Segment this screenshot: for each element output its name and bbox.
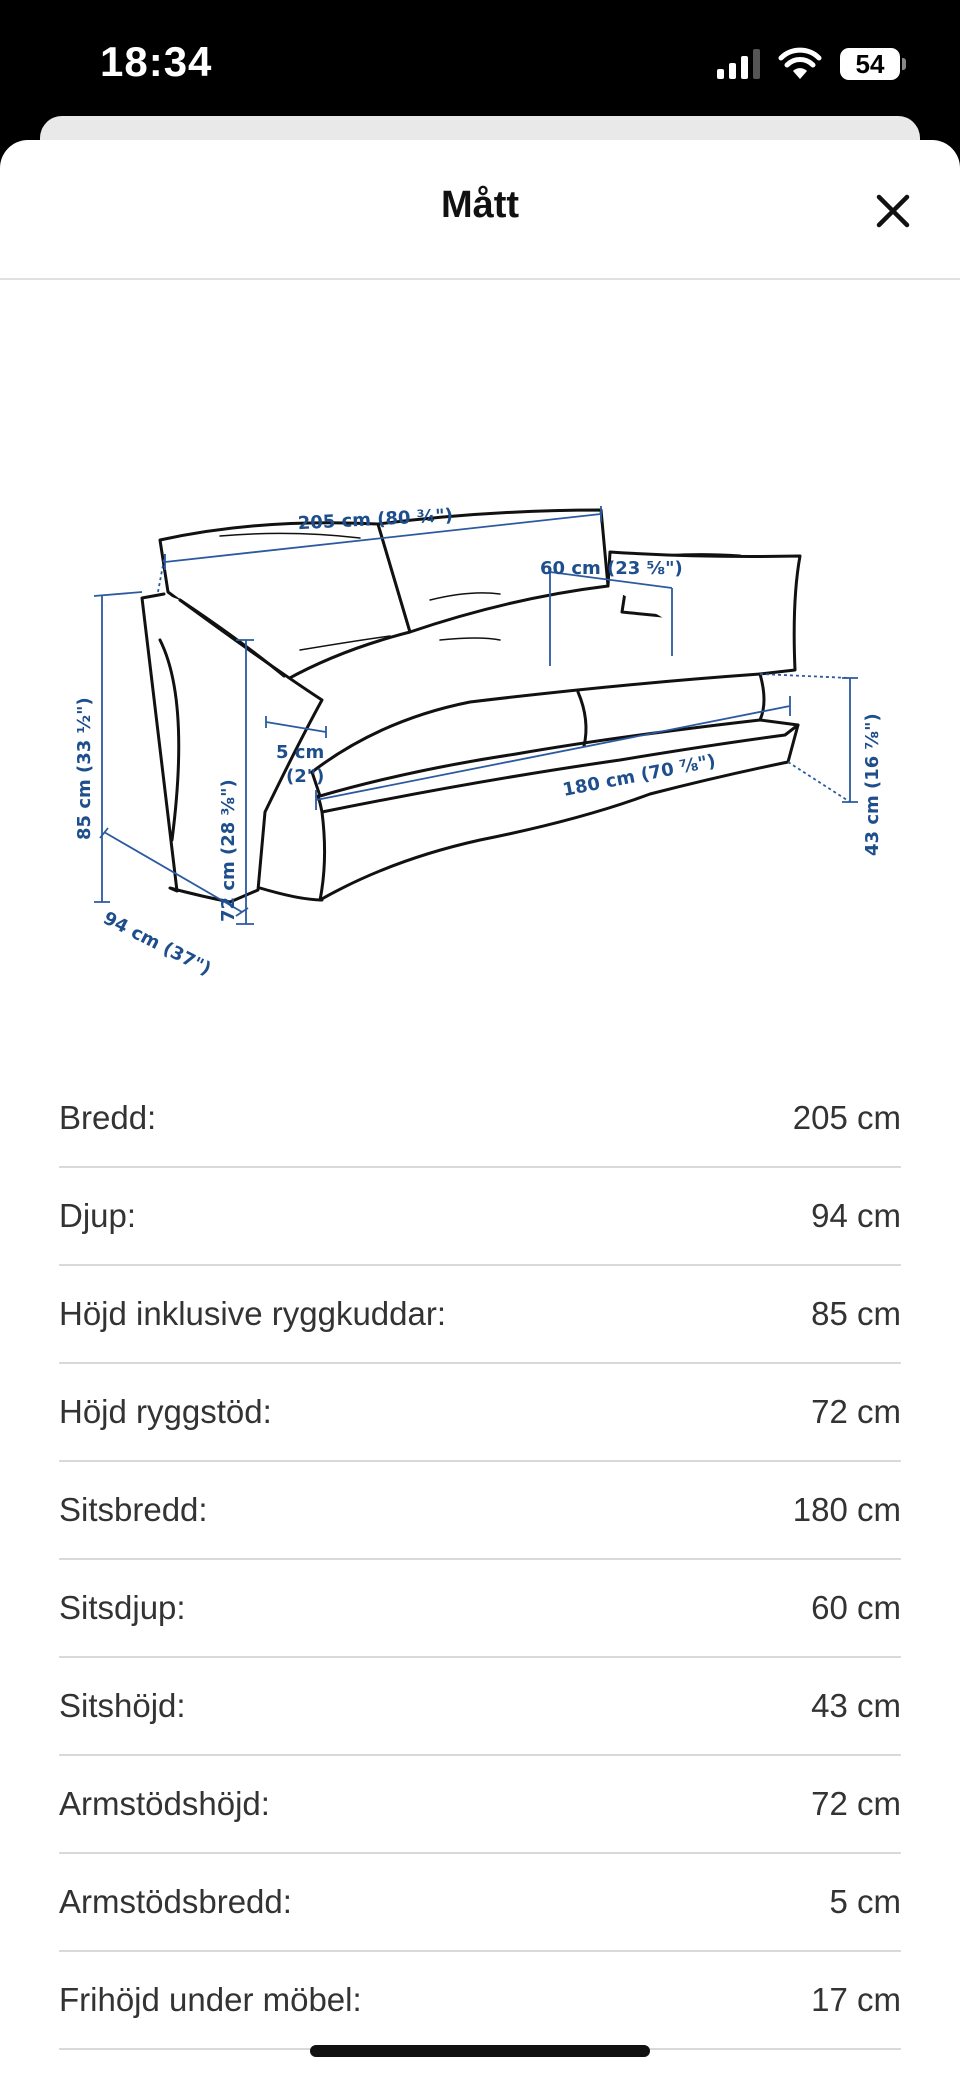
spec-value: 5 cm bbox=[829, 1883, 901, 1920]
spec-label: Armstödshöjd: bbox=[59, 1785, 270, 1822]
spec-row-floor-clearance bbox=[59, 1952, 901, 2050]
dimension-spec-list bbox=[59, 1070, 901, 2050]
spec-value: 205 cm bbox=[792, 1099, 901, 1136]
spec-row-seat-depth bbox=[59, 1560, 901, 1658]
spec-value: 72 cm bbox=[811, 1785, 901, 1822]
spec-value: 60 cm bbox=[811, 1589, 901, 1626]
home-indicator[interactable] bbox=[310, 2045, 650, 2057]
label-arm-width-in: (2") bbox=[286, 766, 325, 787]
sofa-dimension-diagram bbox=[60, 340, 900, 980]
spec-value: 94 cm bbox=[811, 1197, 901, 1234]
status-icons bbox=[717, 44, 900, 84]
spec-label: Armstödsbredd: bbox=[59, 1883, 292, 1920]
battery-icon: 54 bbox=[840, 48, 900, 80]
sofa-drawing bbox=[142, 510, 800, 902]
label-seat-height: 43 cm (16 ⅞") bbox=[862, 713, 883, 856]
spec-label: Sitsdjup: bbox=[59, 1589, 186, 1626]
spec-row-back-height bbox=[59, 1364, 901, 1462]
spec-label: Frihöjd under möbel: bbox=[59, 1981, 362, 2018]
spec-row-armrest-width bbox=[59, 1854, 901, 1952]
label-seat-width: 180 cm (70 ⅞") bbox=[560, 750, 718, 801]
sheet-header bbox=[0, 140, 960, 280]
label-height: 85 cm (33 ½") bbox=[74, 697, 95, 840]
spec-value: 72 cm bbox=[811, 1393, 901, 1430]
wifi-icon bbox=[778, 47, 822, 81]
label-seat-depth: 60 cm (23 ⅝") bbox=[540, 558, 683, 579]
spec-row-depth bbox=[59, 1168, 901, 1266]
sheet-title: Mått bbox=[440, 184, 520, 226]
close-button[interactable] bbox=[866, 184, 920, 238]
status-time: 18:34 bbox=[100, 38, 213, 85]
spec-row-seat-height bbox=[59, 1658, 901, 1756]
spec-row-armrest-height bbox=[59, 1756, 901, 1854]
close-icon bbox=[875, 193, 911, 229]
spec-value: 17 cm bbox=[811, 1981, 901, 2018]
cellular-signal-icon bbox=[717, 49, 760, 79]
spec-label: Höjd inklusive ryggkuddar: bbox=[59, 1295, 447, 1332]
spec-value: 85 cm bbox=[811, 1295, 901, 1332]
label-back-height: 72 cm (28 ⅜") bbox=[218, 779, 239, 922]
dimensions-sheet bbox=[0, 140, 960, 2078]
spec-label: Sitsbredd: bbox=[59, 1491, 208, 1528]
spec-label: Sitshöjd: bbox=[59, 1687, 186, 1724]
spec-row-width bbox=[59, 1070, 901, 1168]
spec-value: 180 cm bbox=[792, 1491, 901, 1528]
label-width: 205 cm (80 ¾") bbox=[297, 505, 454, 535]
spec-label: Höjd ryggstöd: bbox=[59, 1393, 272, 1430]
spec-label: Bredd: bbox=[59, 1099, 157, 1136]
spec-label: Djup: bbox=[59, 1197, 137, 1234]
label-arm-width-cm: 5 cm bbox=[276, 742, 325, 763]
status-bar bbox=[0, 0, 960, 118]
spec-row-height-incl-cushions bbox=[59, 1266, 901, 1364]
spec-row-seat-width bbox=[59, 1462, 901, 1560]
label-depth: 94 cm (37") bbox=[99, 907, 215, 980]
spec-value: 43 cm bbox=[811, 1687, 901, 1724]
